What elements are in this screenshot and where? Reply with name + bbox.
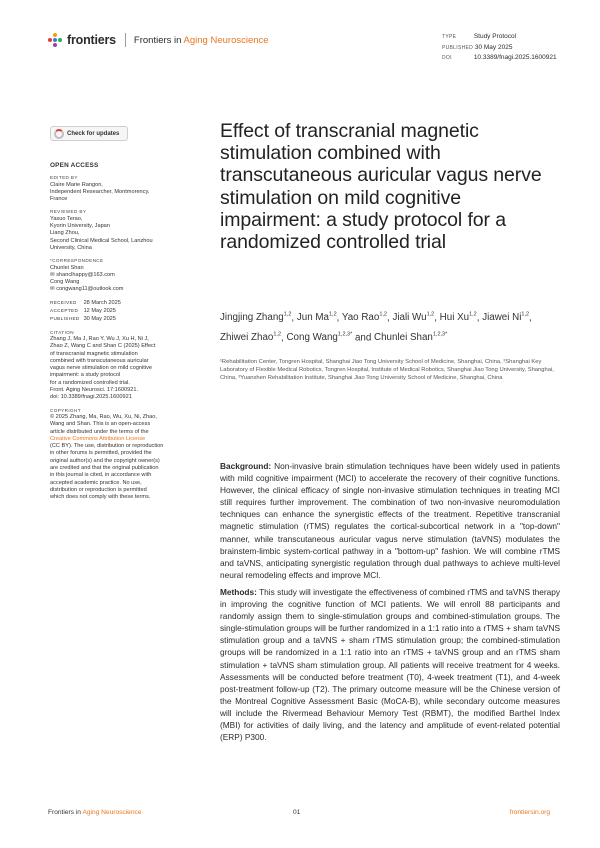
author[interactable]: Yao Rao$^{1,2}$ bbox=[341, 312, 387, 324]
citation-doi-link[interactable]: doi: 10.3389/fnagi.2025.1600921 bbox=[50, 394, 132, 401]
journal-prefix: Frontiers in bbox=[133, 34, 184, 46]
author[interactable]: Jiali Wu$^{1,2}$ bbox=[392, 312, 435, 324]
reviewed-by-heading: REVIEWED BY bbox=[50, 209, 87, 215]
citation-text: Zhang J, Ma J, Rao Y, Wu J, Xu H, Ni J, Zhao Z, Wang C and Shan C (2025) Effect of transcranial magnetic stimulation combined with transcutaneous auricular vagus nerve stimulation on mild cognitive impairment: a study protocol for a randomized controlled trial. Front. Aging Neurosci. 17:1600921. doi: 10.3389/fnagi.2025.1600921 bbox=[50, 336, 195, 402]
citation-heading: CITATION bbox=[50, 329, 74, 335]
abstract-methods bbox=[220, 586, 560, 743]
page-header bbox=[48, 30, 558, 62]
journal-name bbox=[134, 35, 269, 46]
methods-text: This study will investigate the effectiveness of combined rTMS and taVNS therapy in improving the cognitive function of MCI patients. We will enroll 88 participants and randomly assign them to single-stimulation groups and combined-stimulation groups. The single-stimulation groups will be further randomized in a 1:1 ratio into a rTMS + sham taVNS stimulation group and a taVNS + sham rTMS stimulation group; the combined-stimulation groups will be randomized in a 1:1 ratio into an rTMS + taVNS group and an rTMS sham stimulation + taVNS sham stimulation group. All patients will receive treatment for 4 weeks. Assessments will be conducted before treatment (T0), 4-week treatment (T1), and 4-week post-treatment follow-up (T2). The primary outcome measure will be the Chinese version of the Montreal Cognitive Assessment Basic (MoCA-B), while secondary outcome measures will include the Rivermead Behaviour Memory Test (RBMT), the modified Barthel Index (MBI) for activities of daily living, and the latency and amplitude of event-related potential (ERP) P300. bbox=[220, 586, 560, 743]
author[interactable]: Jun Ma$^{1,2}$ bbox=[296, 312, 337, 324]
affiliation: ³Yuanshen Rehabilitation Institute, Shanghai Jiao Tong University School of Medicine, Shanghai, China bbox=[238, 375, 503, 381]
author[interactable]: Cong Wang$^{1,2,3*}$ bbox=[286, 331, 353, 344]
check-updates-icon bbox=[54, 129, 64, 139]
affiliation: ²Shanghai Key Laboratory of Flexible Medical Robotics, Tongren Hospital, Institute of Medical Robotics, Shanghai Jiao Tong University, Shanghai, China, bbox=[220, 359, 554, 381]
author[interactable]: Zhiwei Zhao$^{1,2}$ bbox=[220, 331, 282, 344]
meta-doi: DOI 10.3389/fnagi.2025.1600921 bbox=[442, 54, 557, 62]
license-link[interactable]: Creative Commons Attribution License bbox=[50, 435, 146, 442]
reviewed-by-text: Yasuo Terao, Kyorin University, Japan Liang Zhou, Second Clinical Medical School, Lanzhou University, China bbox=[50, 215, 153, 251]
copyright-heading: COPYRIGHT bbox=[50, 407, 81, 413]
brand-name: frontiers bbox=[67, 33, 116, 47]
article-sidebar bbox=[50, 162, 195, 501]
page-number: 01 bbox=[293, 809, 301, 816]
journal-title: Aging Neuroscience bbox=[183, 34, 269, 46]
methods-heading: Methods: bbox=[220, 586, 257, 597]
correspondence-text: Chunlei Shan ✉ shanclhappy@163.com Cong Wang ✉ congwang11@outlook.com bbox=[50, 265, 195, 294]
edited-by-heading: EDITED BY bbox=[50, 175, 78, 181]
email-link-wang[interactable]: ✉ congwang11@outlook.com bbox=[50, 286, 124, 293]
open-access-label: OPEN ACCESS bbox=[50, 162, 99, 169]
article-dates: RECEIVED 28 March 2025 ACCEPTED 12 May 2025 PUBLISHED 30 May 2025 bbox=[50, 299, 121, 323]
author-list: Jingjing Zhang$^{1,2}$, Jun Ma$^{1,2}$, Yao Rao$^{1,2}$, Jiali Wu$^{1,2}$, Hui Xu$^{1,2}$, Jiawei Ni$^{1,2}$, Zhiwei Zhao$^{1,2}$, Cong Wang$^{1,2,3*}$ and Chunlei Shan$^{1,2,3*}$ bbox=[220, 312, 532, 344]
footer-journal[interactable]: Frontiers in Aging Neuroscience bbox=[48, 809, 142, 816]
author[interactable]: Hui Xu$^{1,2}$ bbox=[439, 312, 477, 324]
article-title: Effect of transcranial magnetic stimulation combined with transcutaneous auricular vagus nerve stimulation on mild cognitive impairment: a study protocol for a randomized controlled trial bbox=[220, 120, 542, 254]
email-link-shan[interactable]: ✉ shanclhappy@163.com bbox=[50, 271, 115, 278]
author[interactable]: Jingjing Zhang$^{1,2}$ bbox=[220, 312, 292, 324]
affiliations bbox=[220, 358, 560, 382]
edited-by-text: Claire Marie Rangon, Independent Researcher, Montmorency, France bbox=[50, 181, 150, 203]
logo-divider bbox=[125, 33, 126, 47]
abstract-background bbox=[220, 460, 560, 581]
frontiers-logo-icon bbox=[48, 33, 63, 47]
author[interactable]: Chunlei Shan$^{1,2,3*}$ bbox=[374, 331, 448, 344]
background-heading: Background: bbox=[220, 461, 272, 471]
affiliation: ¹Rehabilitation Center, Tongren Hospital, Shanghai Jiao Tong University School of Medicine, Shanghai, China, bbox=[220, 359, 504, 365]
meta-type: TYPE Study Protocol bbox=[442, 33, 517, 40]
correspondence-heading: *CORRESPONDENCE bbox=[50, 258, 104, 264]
frontiers-logo[interactable] bbox=[48, 33, 269, 47]
meta-published: PUBLISHED 30 May 2025 bbox=[442, 43, 513, 51]
footer-website-link[interactable]: frontiersin.org bbox=[509, 809, 550, 816]
check-for-updates-button[interactable] bbox=[50, 126, 128, 141]
copyright-text: © 2025 Zhang, Ma, Rao, Wu, Xu, Ni, Zhao, Wang and Shan. This is an open-access article distributed under the terms of the Creative Commons Attribution License (CC BY). The use, distribution or reproduction in other forums is permitted, provided the original author(s) and the copyright owner(s) are credited and that the original publication in this journal is cited, in accordance with accepted academic practice. No use, distribution or reproduction is permitted which does not comply with these terms. bbox=[50, 414, 195, 502]
check-updates-label: Check for updates bbox=[67, 130, 120, 137]
background-text: Non-invasive brain stimulation techniques have been widely used in patients with mild cognitive impairment (MCI) to accelerate the recovery of their cognitive functions. However, the clinical efficacy of single non-invasive stimulation techniques in treating MCI still requires further improvement. The combination of two non-invasive neuromodulation techniques can enhance the synergistic effects of the treatment. Repetitive transcranial magnetic stimulation (rTMS) regulates the cortical-subcortical network in a "top-down" manner, while transcutaneous auricular vagus nerve stimulation (taVNS) modulates the brainstem-limbic system-cortical pathway in a "bottom-up" fashion. We will combine rTMS and taVNS, anticipating synergistic regulation through dual pathways to achieve multi-level neural remodeling effects and improve MCI. bbox=[220, 461, 560, 580]
author[interactable]: Jiawei Ni$^{1,2}$ bbox=[482, 312, 530, 324]
article-meta bbox=[442, 32, 557, 64]
abstract bbox=[220, 460, 560, 748]
